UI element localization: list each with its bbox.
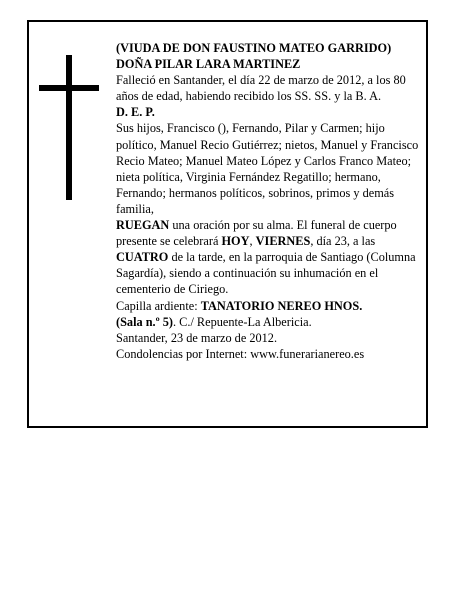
deceased-name: DOÑA PILAR LARA MARTINEZ xyxy=(116,57,301,72)
rip-line: D. E. P. xyxy=(116,105,155,120)
funeral-text xyxy=(116,217,422,297)
cuatro-word: CUATRO xyxy=(116,250,169,265)
death-text: Falleció en Santander, el día 22 de marzo de 2012, a los 80 años de edad, habiendo recibido los SS. SS. y la B. A. xyxy=(116,73,406,104)
chapel-line xyxy=(116,298,422,330)
cross-vertical-bar xyxy=(66,55,72,200)
funeral-part-2: , xyxy=(249,234,256,249)
condolences-line: Condolencias por Internet: www.funerarianereo.es xyxy=(116,346,365,361)
cross-icon xyxy=(39,55,99,200)
obituary-text xyxy=(116,40,422,362)
chapel-name: TANATORIO NEREO HNOS. xyxy=(200,298,363,313)
ruegan-word: RUEGAN xyxy=(116,218,170,233)
chapel-address: . C./ Repuente-La Albericia. xyxy=(173,314,312,329)
hoy-word: HOY xyxy=(221,234,250,249)
chapel-label: Capilla ardiente: xyxy=(116,298,201,313)
family-text: Sus hijos, Francisco (), Fernando, Pilar y Carmen; hijo político, Manuel Recio Gutiérrez; nietos, Manuel y Francisco Recio Mateo; Manuel Mateo López y Carlos Franco Mateo; nieta política, Virginia Fernández Regatillo; hermano, Fernando; hermanos políticos, sobrinos, primos y demás familia, xyxy=(116,121,419,216)
funeral-part-4: de la tarde, en la parroquia de Santiago (Columna Sagardía), siendo a continuación su inhumación en el cementerio de Ciriego. xyxy=(116,250,416,297)
funeral-part-1: una oración por su alma. El funeral de cuerpo presente se celebrará xyxy=(116,218,397,249)
obituary-notice xyxy=(27,20,428,428)
chapel-room: (Sala n.º 5) xyxy=(116,314,174,329)
widow-line: (VIUDA DE DON FAUSTINO MATEO GARRIDO) xyxy=(116,41,392,55)
funeral-part-3: , día 23, a las xyxy=(310,234,376,249)
viernes-word: VIERNES xyxy=(255,234,311,249)
date-line: Santander, 23 de marzo de 2012. xyxy=(116,330,278,345)
cross-horizontal-bar xyxy=(39,85,99,91)
